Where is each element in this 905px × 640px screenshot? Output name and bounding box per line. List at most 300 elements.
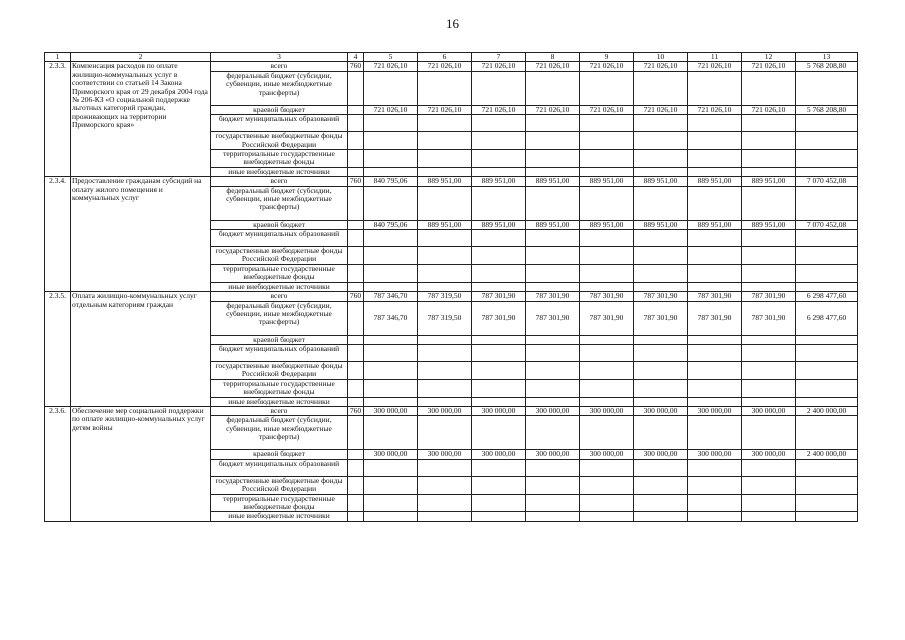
agency-code [348,379,364,397]
year-value: 840 795,06 [364,220,418,229]
year-value [742,230,796,247]
agency-code: 760 [348,62,364,71]
year-value [364,71,418,105]
year-value [418,476,472,494]
year-value [418,397,472,406]
table-header [45,53,858,62]
year-value [634,167,688,176]
year-value: 889 951,00 [580,177,634,186]
year-value [580,335,634,344]
year-value: 300 000,00 [688,406,742,415]
year-value [634,476,688,494]
year-value [742,115,796,132]
agency-code [348,132,364,150]
total-value [796,397,858,406]
column-header-6: 6 [418,53,472,62]
year-value [364,476,418,494]
year-value: 787 301,90 [472,292,526,301]
year-value: 300 000,00 [742,406,796,415]
year-value [580,282,634,291]
year-value [472,397,526,406]
year-value: 721 026,10 [688,62,742,71]
year-value: 889 951,00 [580,220,634,229]
year-value [580,361,634,379]
year-value [634,494,688,512]
year-value: 721 026,10 [364,62,418,71]
year-value: 300 000,00 [364,450,418,459]
total-value: 7 070 452,08 [796,220,858,229]
funding-source: иные внебюджетные источники [211,397,348,406]
agency-code [348,450,364,459]
year-value [742,361,796,379]
year-value: 889 951,00 [742,177,796,186]
year-value [742,397,796,406]
column-header-8: 8 [526,53,580,62]
year-value [634,150,688,168]
table-row [45,177,858,186]
funding-source: краевой бюджет [211,105,348,114]
year-value [526,416,580,450]
agency-code: 760 [348,292,364,301]
year-value [418,494,472,512]
funding-source: всего [211,62,348,71]
agency-code [348,167,364,176]
year-value: 889 951,00 [526,220,580,229]
table-row [45,406,858,415]
funding-source: федеральный бюджет (субсидии, субвенции, иные межбюджетные трансферты) [211,71,348,105]
year-value [526,335,580,344]
year-value [364,186,418,220]
agency-code: 760 [348,177,364,186]
year-value [580,397,634,406]
total-value [796,379,858,397]
item-number: 2.3.4. [45,177,71,292]
year-value [688,167,742,176]
year-value [364,115,418,132]
year-value: 889 951,00 [418,220,472,229]
year-value [580,186,634,220]
agency-code [348,105,364,114]
year-value [742,71,796,105]
column-header-7: 7 [472,53,526,62]
year-value [472,512,526,521]
year-value [526,167,580,176]
year-value [742,167,796,176]
total-value [796,71,858,105]
column-header-11: 11 [688,53,742,62]
year-value [526,132,580,150]
funding-source: государственные внебюджетные фонды Российской Федерации [211,132,348,150]
total-value: 6 298 477,60 [796,301,858,335]
year-value [418,264,472,282]
year-value [418,282,472,291]
year-value [688,230,742,247]
year-value [526,150,580,168]
year-value [526,476,580,494]
year-value [418,230,472,247]
total-value [796,115,858,132]
year-value [688,132,742,150]
year-value [634,397,688,406]
year-value: 300 000,00 [526,406,580,415]
funding-source: иные внебюджетные источники [211,512,348,521]
year-value: 300 000,00 [418,450,472,459]
funding-source: всего [211,177,348,186]
year-value [580,115,634,132]
funding-source: территориальные государственные внебюджетные фонды [211,379,348,397]
total-value: 2 400 000,00 [796,406,858,415]
year-value: 721 026,10 [634,105,688,114]
year-value [688,397,742,406]
item-number: 2.3.5. [45,292,71,407]
year-value [634,361,688,379]
funding-source: всего [211,292,348,301]
year-value [526,247,580,265]
agency-code [348,397,364,406]
year-value: 787 301,90 [742,301,796,335]
year-value: 787 346,70 [364,301,418,335]
year-value [418,247,472,265]
year-value: 787 319,50 [418,292,472,301]
total-value [796,459,858,476]
funding-source: всего [211,406,348,415]
year-value [580,167,634,176]
year-value: 300 000,00 [688,450,742,459]
page-number: 16 [446,16,459,31]
year-value [580,264,634,282]
funding-source: иные внебюджетные источники [211,282,348,291]
column-header-2: 2 [71,53,211,62]
agency-code [348,335,364,344]
agency-code [348,247,364,265]
year-value [526,186,580,220]
funding-source: федеральный бюджет (субсидии, субвенции, иные межбюджетные трансферты) [211,186,348,220]
year-value: 787 301,90 [472,301,526,335]
year-value [526,230,580,247]
year-value [526,494,580,512]
year-value: 721 026,10 [580,105,634,114]
year-value [688,459,742,476]
column-header-3: 3 [211,53,348,62]
year-value [742,512,796,521]
funding-source: иные внебюджетные источники [211,167,348,176]
budget-table [44,52,858,522]
year-value: 721 026,10 [526,62,580,71]
year-value [472,115,526,132]
year-value: 721 026,10 [634,62,688,71]
year-value: 889 951,00 [688,220,742,229]
table-row [45,292,858,301]
year-value [742,264,796,282]
year-value [364,361,418,379]
year-value [742,282,796,291]
year-value [688,150,742,168]
year-value: 840 795,06 [364,177,418,186]
funding-source: федеральный бюджет (субсидии, субвенции, иные межбюджетные трансферты) [211,416,348,450]
item-number: 2.3.6. [45,406,71,521]
funding-source: бюджет муниципальных образований [211,115,348,132]
year-value [364,282,418,291]
year-value: 721 026,10 [472,62,526,71]
year-value [742,150,796,168]
funding-source: краевой бюджет [211,450,348,459]
year-value: 300 000,00 [472,450,526,459]
year-value [526,344,580,361]
year-value [364,512,418,521]
total-value [796,416,858,450]
total-value: 2 400 000,00 [796,450,858,459]
agency-code [348,344,364,361]
year-value: 721 026,10 [742,62,796,71]
year-value [688,282,742,291]
year-value [688,416,742,450]
year-value [742,247,796,265]
year-value [472,71,526,105]
total-value [796,264,858,282]
agency-code [348,115,364,132]
funding-source: территориальные государственные внебюджетные фонды [211,150,348,168]
year-value [634,132,688,150]
item-name: Предоставление гражданам субсидий на оплату жилого помещения и коммунальных услуг [71,177,211,292]
total-value [796,512,858,521]
year-value [364,150,418,168]
year-value [526,282,580,291]
funding-source: бюджет муниципальных образований [211,230,348,247]
funding-source: территориальные государственные внебюджетные фонды [211,264,348,282]
year-value: 300 000,00 [364,406,418,415]
year-value [472,230,526,247]
agency-code [348,71,364,105]
year-value: 721 026,10 [742,105,796,114]
year-value [688,379,742,397]
year-value [688,71,742,105]
year-value [418,361,472,379]
year-value: 787 301,90 [580,292,634,301]
funding-source: государственные внебюджетные фонды Российской Федерации [211,476,348,494]
year-value [688,335,742,344]
year-value: 787 301,90 [526,301,580,335]
year-value [472,476,526,494]
year-value [364,416,418,450]
total-value [796,282,858,291]
header-row [45,53,858,62]
year-value: 721 026,10 [526,105,580,114]
year-value [688,115,742,132]
agency-code [348,282,364,291]
year-value [580,132,634,150]
year-value [364,335,418,344]
table-row [45,62,858,71]
agency-code [348,230,364,247]
year-value [634,344,688,361]
total-value [796,344,858,361]
year-value [472,344,526,361]
year-value [418,379,472,397]
year-value [526,264,580,282]
year-value: 889 951,00 [526,177,580,186]
year-value [472,416,526,450]
agency-code [348,150,364,168]
year-value [742,335,796,344]
item-name: Обеспечение мер социальной поддержки по оплате жилищно-коммунальных услуг детям войны [71,406,211,521]
total-value [796,494,858,512]
column-header-5: 5 [364,53,418,62]
year-value [418,416,472,450]
total-value [796,167,858,176]
funding-source: краевой бюджет [211,220,348,229]
year-value: 721 026,10 [580,62,634,71]
total-value [796,476,858,494]
total-value [796,335,858,344]
year-value: 787 301,90 [688,292,742,301]
year-value [688,494,742,512]
year-value [418,344,472,361]
year-value [418,132,472,150]
year-value [634,264,688,282]
year-value [580,459,634,476]
agency-code [348,264,364,282]
total-value: 6 298 477,60 [796,292,858,301]
year-value: 300 000,00 [472,406,526,415]
year-value: 787 319,50 [418,301,472,335]
year-value [418,186,472,220]
year-value: 721 026,10 [688,105,742,114]
year-value: 721 026,10 [418,105,472,114]
year-value [634,247,688,265]
year-value [364,459,418,476]
year-value [526,512,580,521]
agency-code [348,416,364,450]
year-value: 889 951,00 [472,220,526,229]
year-value [364,230,418,247]
year-value [364,494,418,512]
item-name: Компенсация расходов по оплате жилищно-коммунальных услуг в соответствии со статьей 14 Закона Приморского края от 29 декабря 2004 года № 206-КЗ «О социальной поддержке льготных категорий граждан, проживающих на территории Приморского края» [71,62,211,177]
year-value [634,379,688,397]
year-value [364,167,418,176]
year-value [634,115,688,132]
year-value [526,71,580,105]
year-value: 300 000,00 [634,450,688,459]
year-value [688,476,742,494]
item-number: 2.3.3. [45,62,71,177]
year-value [688,247,742,265]
year-value [472,361,526,379]
year-value: 787 301,90 [580,301,634,335]
year-value: 721 026,10 [472,105,526,114]
total-value [796,150,858,168]
year-value [742,494,796,512]
year-value: 787 301,90 [634,301,688,335]
year-value [472,335,526,344]
year-value: 300 000,00 [526,450,580,459]
column-header-9: 9 [580,53,634,62]
year-value [580,476,634,494]
agency-code [348,186,364,220]
year-value [526,361,580,379]
year-value [472,459,526,476]
agency-code [348,476,364,494]
agency-code [348,459,364,476]
year-value [634,335,688,344]
year-value [364,379,418,397]
year-value [418,115,472,132]
year-value [472,264,526,282]
year-value [634,459,688,476]
year-value [742,344,796,361]
year-value [688,186,742,220]
year-value [742,186,796,220]
year-value: 721 026,10 [418,62,472,71]
total-value [796,361,858,379]
column-header-1: 1 [45,53,71,62]
year-value [580,512,634,521]
year-value: 889 951,00 [688,177,742,186]
year-value: 300 000,00 [742,450,796,459]
agency-code [348,512,364,521]
year-value: 889 951,00 [742,220,796,229]
agency-code: 760 [348,406,364,415]
year-value [688,512,742,521]
year-value [526,379,580,397]
agency-code [348,494,364,512]
year-value: 787 301,90 [634,292,688,301]
year-value: 300 000,00 [580,406,634,415]
year-value [580,150,634,168]
year-value [634,186,688,220]
year-value [634,416,688,450]
year-value [580,344,634,361]
year-value: 787 301,90 [688,301,742,335]
year-value [580,379,634,397]
year-value [472,494,526,512]
year-value [742,476,796,494]
total-value: 7 070 452,08 [796,177,858,186]
agency-code [348,301,364,335]
year-value [580,494,634,512]
total-value: 5 768 208,80 [796,105,858,114]
year-value: 721 026,10 [364,105,418,114]
table-body [45,62,858,521]
total-value: 5 768 208,80 [796,62,858,71]
year-value [526,459,580,476]
year-value: 300 000,00 [580,450,634,459]
year-value [526,397,580,406]
total-value [796,132,858,150]
total-value [796,186,858,220]
year-value [472,150,526,168]
column-header-12: 12 [742,53,796,62]
year-value: 889 951,00 [634,177,688,186]
column-header-10: 10 [634,53,688,62]
year-value: 787 301,90 [742,292,796,301]
year-value: 300 000,00 [634,406,688,415]
year-value [364,132,418,150]
year-value [688,264,742,282]
year-value [418,335,472,344]
year-value [634,71,688,105]
year-value: 889 951,00 [418,177,472,186]
year-value: 787 346,70 [364,292,418,301]
year-value [526,115,580,132]
year-value [742,132,796,150]
year-value [742,459,796,476]
year-value [472,186,526,220]
total-value [796,247,858,265]
funding-source: бюджет муниципальных образований [211,459,348,476]
year-value [688,361,742,379]
year-value [580,230,634,247]
agency-code [348,220,364,229]
